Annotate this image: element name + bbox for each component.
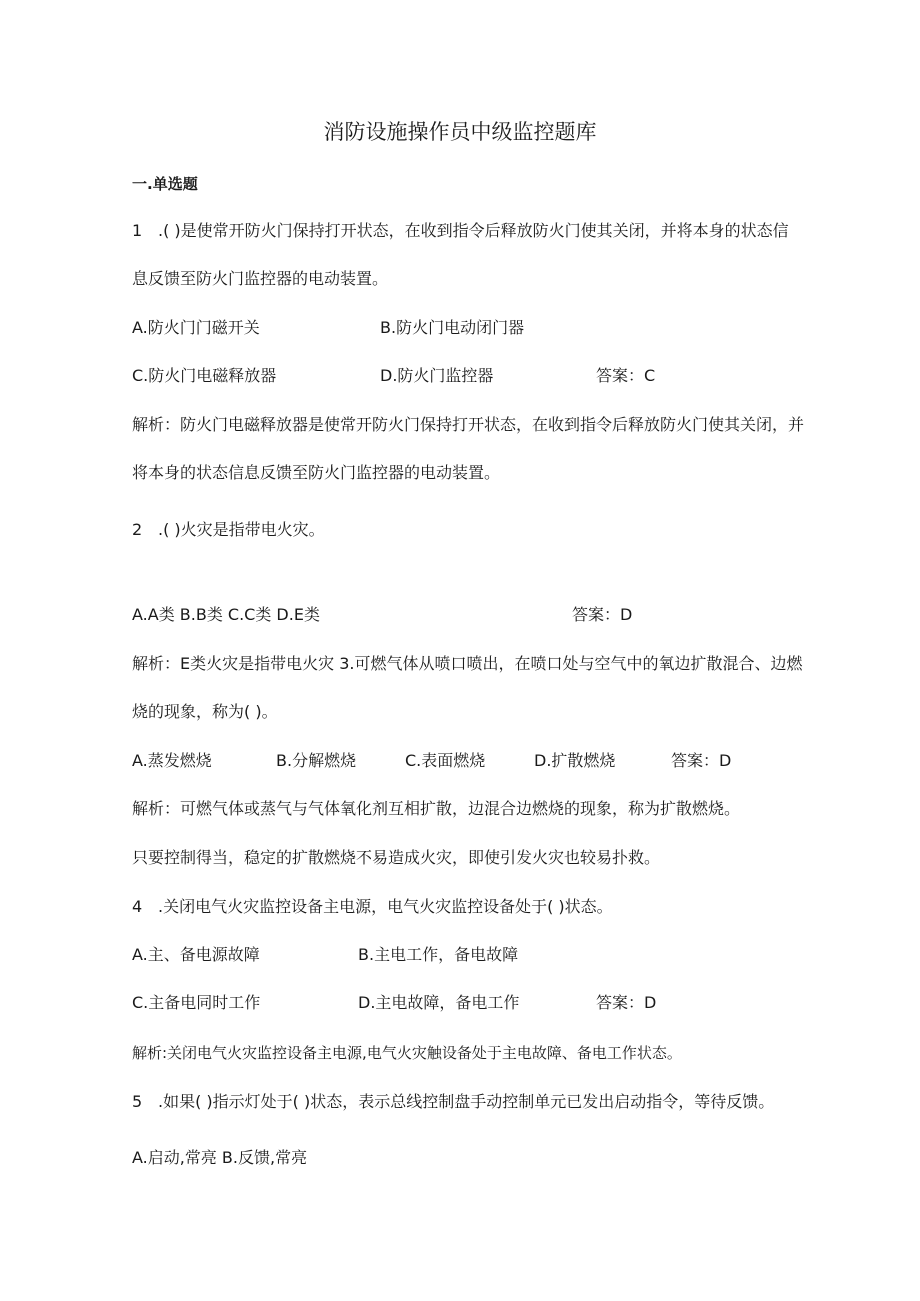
- question-2-analysis-1: 解析：E类火灾是指带电火灾 3.可燃气体从喷口喷出，在喷口处与空气中的氧边扩散混合、边燃: [132, 654, 803, 673]
- question-1-number: 1: [132, 221, 143, 240]
- question-1-line-2: 息反馈至防火门监控器的电动装置。: [132, 269, 389, 288]
- question-5-text: .如果( )指示灯处于( )状态，表示总线控制盘手动控制单元已发出启动指令，等待反馈。: [158, 1092, 775, 1111]
- question-4-analysis: 解析:关闭电气火灾监控设备主电源,电气火灾触设备处于主电故障、备电工作状态。: [132, 1044, 682, 1062]
- question-4-text: .关闭电气火灾监控设备主电源，电气火灾监控设备处于( )状态。: [158, 897, 613, 916]
- question-4-line-1: [132, 897, 613, 917]
- question-3-option-c: C.表面燃烧: [405, 751, 486, 770]
- question-1-text: .( )是使常开防火门保持打开状态，在收到指令后释放防火门使其关闭，并将本身的状态信: [158, 221, 789, 240]
- question-3-answer: 答案：D: [671, 751, 732, 770]
- question-4-number: 4: [132, 897, 143, 916]
- question-1-option-c: C.防火门电磁释放器: [132, 366, 277, 385]
- page-title: 消防设施操作员中级监控题库: [323, 120, 597, 144]
- question-2-options: A.A类 B.B类 C.C类 D.E类: [132, 605, 320, 624]
- question-3-analysis-2: 只要控制得当，稳定的扩散燃烧不易造成火灾，即使引发火灾也较易扑救。: [132, 848, 661, 867]
- question-1-answer: 答案：C: [596, 366, 656, 385]
- question-1-option-d: D.防火门监控器: [380, 366, 494, 385]
- question-5-line-1: [132, 1092, 774, 1112]
- question-2-text: .( )火灾是指带电火灾。: [158, 520, 325, 539]
- question-3-option-b: B.分解燃烧: [276, 751, 357, 770]
- question-2-answer: 答案：D: [572, 605, 633, 624]
- question-2-analysis-2: 烧的现象，称为( )。: [132, 702, 278, 721]
- question-4-answer: 答案：D: [596, 993, 657, 1012]
- question-3-option-a: A.蒸发燃烧: [132, 751, 212, 770]
- question-4-option-a: A.主、备电源故障: [132, 945, 260, 964]
- question-3-analysis-1: 解析：可燃气体或蒸气与气体氧化剂互相扩散，边混合边燃烧的现象，称为扩散燃烧。: [132, 799, 741, 818]
- question-2-line-1: [132, 520, 325, 540]
- question-1-line-1: [132, 221, 789, 241]
- section-heading: 一.单选题: [132, 175, 198, 193]
- question-3-option-d: D.扩散燃烧: [534, 751, 616, 770]
- question-1-option-a: A.防火门门磁开关: [132, 318, 260, 337]
- question-2-number: 2: [132, 520, 143, 539]
- question-4-option-b: B.主电工作，备电故障: [358, 945, 519, 964]
- question-1-option-b: B.防火门电动闭门器: [380, 318, 525, 337]
- question-1-analysis-1: 解析：防火门电磁释放器是使常开防火门保持打开状态，在收到指令后释放防火门使其关闭，并: [132, 415, 805, 434]
- question-5-options: A.启动,常亮 B.反馈,常亮: [132, 1148, 308, 1167]
- question-4-option-c: C.主备电同时工作: [132, 993, 261, 1012]
- question-1-analysis-2: 将本身的状态信息反馈至防火门监控器的电动装置。: [132, 463, 501, 482]
- question-5-number: 5: [132, 1092, 143, 1111]
- question-4-option-d: D.主电故障，备电工作: [358, 993, 520, 1012]
